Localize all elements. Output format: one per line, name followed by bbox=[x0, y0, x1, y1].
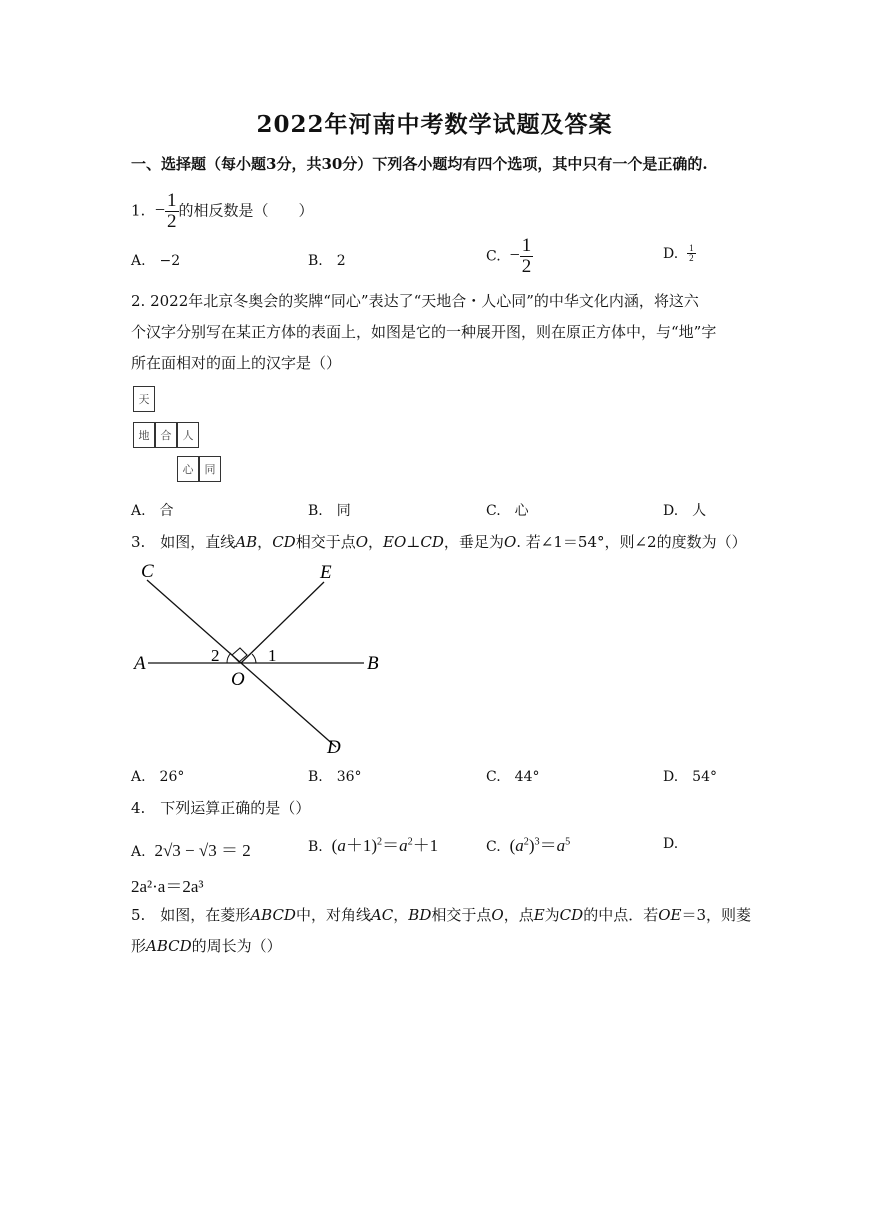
q3-option-d: D. 54° bbox=[663, 769, 717, 785]
q3-text: ， bbox=[257, 533, 273, 551]
q5-var: E bbox=[533, 906, 545, 924]
q2-option-c: C. 心 bbox=[486, 503, 529, 519]
q5-line-2 bbox=[131, 935, 282, 956]
q3-var: O bbox=[355, 533, 369, 551]
q5-text: ， bbox=[393, 906, 409, 924]
q5-text: ，点 bbox=[503, 906, 534, 924]
q3-text: ，垂足为 bbox=[443, 533, 504, 551]
option-label: C. bbox=[486, 248, 501, 265]
net-face: 同 bbox=[199, 456, 221, 482]
option-expression: 2√3 − √3 ＝ 2 bbox=[154, 841, 251, 860]
q3-var: O bbox=[503, 533, 517, 551]
q2-option-b: B. 同 bbox=[308, 503, 351, 519]
label-b: B bbox=[367, 653, 379, 674]
q4-option-d-expression: 2a²·a＝2a³ bbox=[131, 877, 204, 896]
q5-text: 的周长为（） bbox=[191, 937, 282, 955]
q1-option-a: A. −2 bbox=[131, 253, 181, 269]
cube-net-figure bbox=[133, 386, 233, 486]
q5-text: 中，对角线 bbox=[295, 906, 371, 924]
q5-var: CD bbox=[559, 906, 584, 924]
net-face: 天 bbox=[133, 386, 155, 412]
q5-text: 的中点．若 bbox=[583, 906, 659, 924]
q4-option-c bbox=[486, 831, 570, 856]
fraction-denominator: 2 bbox=[167, 210, 177, 232]
option-label: B. bbox=[308, 839, 323, 855]
option-label: C. bbox=[486, 839, 501, 855]
q5-var: BD bbox=[408, 906, 432, 924]
question-3 bbox=[131, 531, 747, 552]
q5-var: AC bbox=[370, 906, 394, 924]
minus-sign: − bbox=[509, 244, 520, 265]
q3-text: . 若∠1＝54°，则∠2的度数为（） bbox=[516, 533, 747, 551]
q3-option-c: C. 44° bbox=[486, 769, 540, 785]
net-face: 地 bbox=[133, 422, 155, 448]
q5-line-1 bbox=[131, 904, 751, 925]
q5-var: O bbox=[491, 906, 504, 924]
q4-option-d: D. bbox=[663, 836, 679, 852]
q5-text: 为 bbox=[544, 906, 560, 924]
line-eo bbox=[241, 582, 324, 663]
option-expression: $(a^2)^3=a^5$ bbox=[509, 836, 571, 855]
q5-var: ABCD bbox=[250, 906, 296, 924]
intersecting-lines-figure bbox=[131, 560, 391, 760]
q4-option-b bbox=[308, 831, 438, 856]
q2-option-a: A. 合 bbox=[131, 503, 174, 519]
q3-var: CD bbox=[272, 533, 296, 551]
fraction-numerator: 1 bbox=[689, 243, 694, 253]
q5-text: 5. 如图，在菱形 bbox=[131, 906, 251, 924]
net-face: 合 bbox=[155, 422, 177, 448]
q3-var: EO bbox=[383, 533, 407, 551]
label-a: A bbox=[134, 653, 146, 674]
q1-option-d bbox=[663, 244, 696, 264]
q4-option-a bbox=[131, 836, 251, 861]
label-o: O bbox=[231, 669, 245, 690]
fraction bbox=[687, 244, 696, 264]
q3-var: CD bbox=[420, 533, 444, 551]
question-4: 4. 下列运算正确的是（） bbox=[131, 799, 311, 817]
page-title: 2022年河南中考数学试题及答案 bbox=[256, 111, 613, 138]
q2-line-1: 2. 2022年北京冬奥会的奖牌“同心”表达了“天地合・人心同”的中华文化内涵，将这六 bbox=[131, 292, 699, 310]
q3-text: ， bbox=[368, 533, 384, 551]
q5-var: ABCD bbox=[146, 937, 192, 955]
net-face: 人 bbox=[177, 422, 199, 448]
q5-text: 形 bbox=[131, 937, 147, 955]
fraction-numerator: 1 bbox=[167, 190, 177, 211]
label-d: D bbox=[327, 737, 341, 758]
label-angle-1: 1 bbox=[268, 646, 277, 665]
q3-var: AB bbox=[235, 533, 258, 551]
fraction-numerator: 1 bbox=[521, 235, 532, 256]
q2-option-d: D. 人 bbox=[663, 503, 707, 519]
label-c: C bbox=[141, 561, 154, 582]
q3-option-a: A. 26° bbox=[131, 769, 185, 785]
q1-option-c bbox=[486, 236, 533, 277]
fraction-denominator: 2 bbox=[689, 253, 694, 264]
question-stem: 的相反数是（ ） bbox=[178, 201, 314, 220]
q3-text: 相交于点 bbox=[295, 533, 356, 551]
minus-sign: − bbox=[154, 199, 166, 220]
q3-text: ⊥ bbox=[406, 533, 421, 551]
q3-option-b: B. 36° bbox=[308, 769, 362, 785]
angle-1-arc bbox=[252, 654, 256, 663]
question-1 bbox=[131, 191, 314, 232]
option-label: D. bbox=[663, 245, 679, 262]
section-heading: 一、选择题（每小题3分，共30分）下列各小题均有四个选项，其中只有一个是正确的. bbox=[131, 155, 708, 173]
option-expression: $(a+1)^2=a^2+1$ bbox=[331, 836, 439, 855]
q5-text: ＝3，则菱 bbox=[681, 906, 751, 924]
question-number: 1. bbox=[131, 201, 146, 220]
net-face: 心 bbox=[177, 456, 199, 482]
q5-text: 相交于点 bbox=[431, 906, 492, 924]
label-e: E bbox=[320, 562, 332, 583]
q2-line-2: 个汉字分别写在某正方体的表面上，如图是它的一种展开图，则在原正方体中，与“地”字 bbox=[131, 323, 717, 341]
label-angle-2: 2 bbox=[211, 646, 220, 665]
fraction-denominator: 2 bbox=[521, 255, 532, 277]
q2-line-3: 所在面相对的面上的汉字是（） bbox=[131, 354, 342, 372]
q5-var: OE bbox=[658, 906, 682, 924]
fraction bbox=[165, 191, 179, 232]
q1-option-b: B. 2 bbox=[308, 253, 346, 269]
fraction bbox=[520, 236, 534, 277]
q3-text: 3. 如图，直线 bbox=[131, 533, 236, 551]
option-label: A. bbox=[131, 844, 146, 860]
